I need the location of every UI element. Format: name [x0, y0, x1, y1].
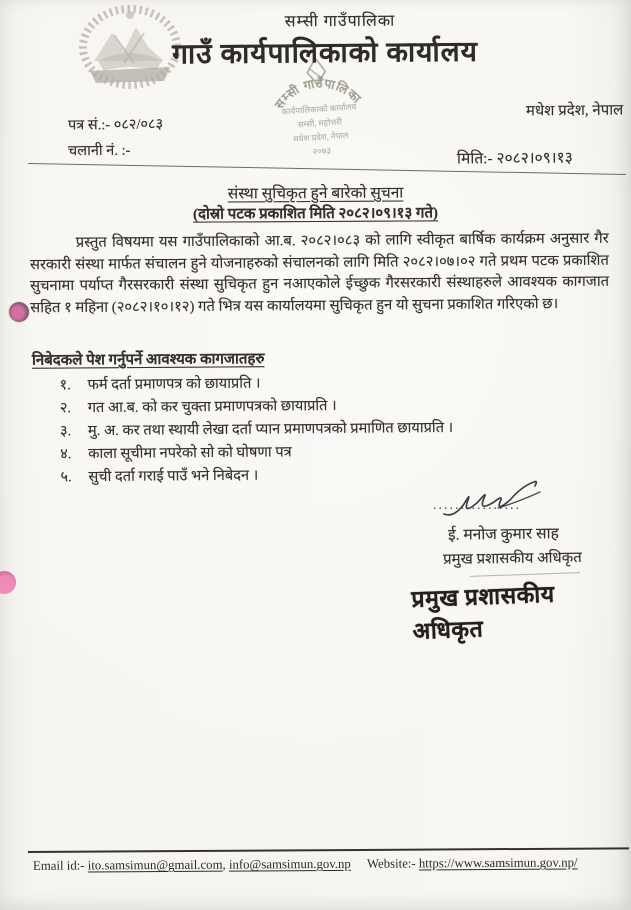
letter-number-line — [68, 113, 163, 134]
email-address-1: ito.samsimun@gmail.com — [87, 857, 223, 873]
stamp-line2: कार्यपालिकाको कार्यालय — [281, 101, 357, 117]
list-item-number: ४. — [60, 446, 72, 463]
requirements-list — [60, 370, 601, 490]
footer-contact-line — [33, 855, 623, 874]
notice-title: संस्था सुचिकृत हुने बारेको सुचना — [227, 184, 404, 203]
notice-subtitle: (दोस्रो पटक प्रकाशित मिति २०८२।०९।१३ गते) — [192, 205, 439, 223]
date-line — [457, 145, 573, 168]
list-item-text: काला सूचीमा नपरेको सो को घोषणा पत्र — [88, 444, 292, 463]
stamp-arc-text: सम्सी गाउँपालिका — [272, 76, 365, 112]
pink-sticker-mark — [7, 300, 31, 324]
separator: , — [222, 857, 226, 872]
list-item-number: ५. — [60, 469, 72, 486]
letter-number-value: ०८२/०८३ — [113, 116, 164, 134]
list-item-number: १. — [59, 377, 71, 394]
signatory-designation: प्रमुख प्रशासकीय अधिकृत — [442, 550, 582, 568]
date-value: २०८२।०९।१३ — [496, 149, 574, 168]
stamp-line3: सम्सी, महोत्तरी — [297, 116, 343, 130]
municipality-name: सम्सी गाउँपालिका — [284, 12, 396, 31]
website-label: Website:- — [366, 856, 416, 871]
dispatch-number-line — [68, 140, 131, 161]
website-url: https://www.samsimun.gov.np/ — [418, 855, 578, 871]
date-label: मिति:- — [457, 150, 493, 168]
office-title: गाउँ कार्यपालिकाको कार्यालय — [172, 36, 479, 71]
notice-body-paragraph: प्रस्तुत विषयमा यस गाउँपालिकाको आ.ब. २०८२।०८३ को लागि स्वीकृत बार्षिक कार्यक्रम अनुसार गैर सरकारी संस्था मार्फत संचालन हुने योजनाहरुको संचालनको लागि मिति २०८२।०७।०२ गते प्रथम पटक प्रकाशित सुचनामा पर्याप्त गैरसरकारी संस्था सुचिकृत हुन नआएकोले ईच्छुक गैरसरकारी संस्थाहरुले आवश्यक कागजात सहित १ महिना (२०८२।१०।१२) गते भित्र यस कार्यालयमा सुचिकृत हुन यो सुचना प्रकाशित गरिएको छ। — [29, 230, 610, 317]
dispatch-number-label: चलानी नं. :- — [67, 142, 131, 160]
designation-rubber-stamp: प्रमुख प्रशासकीय अधिकृत — [411, 581, 556, 645]
list-item-text: फर्म दर्ता प्रमाणपत्र को छायाप्रति । — [87, 375, 261, 394]
signature-dotted-line: ................ — [433, 498, 521, 513]
list-item-number: ३. — [59, 423, 72, 440]
list-item-text: मु. अ. कर तथा स्थायी लेखा दर्ता प्यान प्रमाणपत्रको प्रमाणित छायाप्रति । — [87, 419, 454, 440]
letter-number-label: पत्र सं.:- — [67, 117, 111, 134]
footer-divider — [28, 847, 629, 853]
list-item-text: गत आ.ब. को कर चुक्ता प्रमाणपत्रको छायाप्रति । — [87, 397, 337, 417]
pink-sticker-mark — [0, 571, 16, 594]
requirements-heading: निबेदकले पेश गर्नुपर्ने आवश्यक कागजातहरु — [31, 351, 265, 369]
email-label: Email id:- — [32, 858, 85, 873]
list-item-text: सुची दर्ता गराई पाउँ भने निबेदन । — [88, 467, 259, 486]
stamp-line5: २०७३ — [312, 145, 332, 157]
stamp-line4: मधेश प्रदेश, नेपाल — [292, 130, 349, 144]
province-line: मधेश प्रदेश, नेपाल — [525, 102, 624, 120]
signatory-name: ई. मनोज कुमार साह — [447, 525, 559, 544]
list-item-number: २. — [59, 400, 72, 417]
email-address-2: info@samsimun.gov.np — [228, 856, 351, 872]
